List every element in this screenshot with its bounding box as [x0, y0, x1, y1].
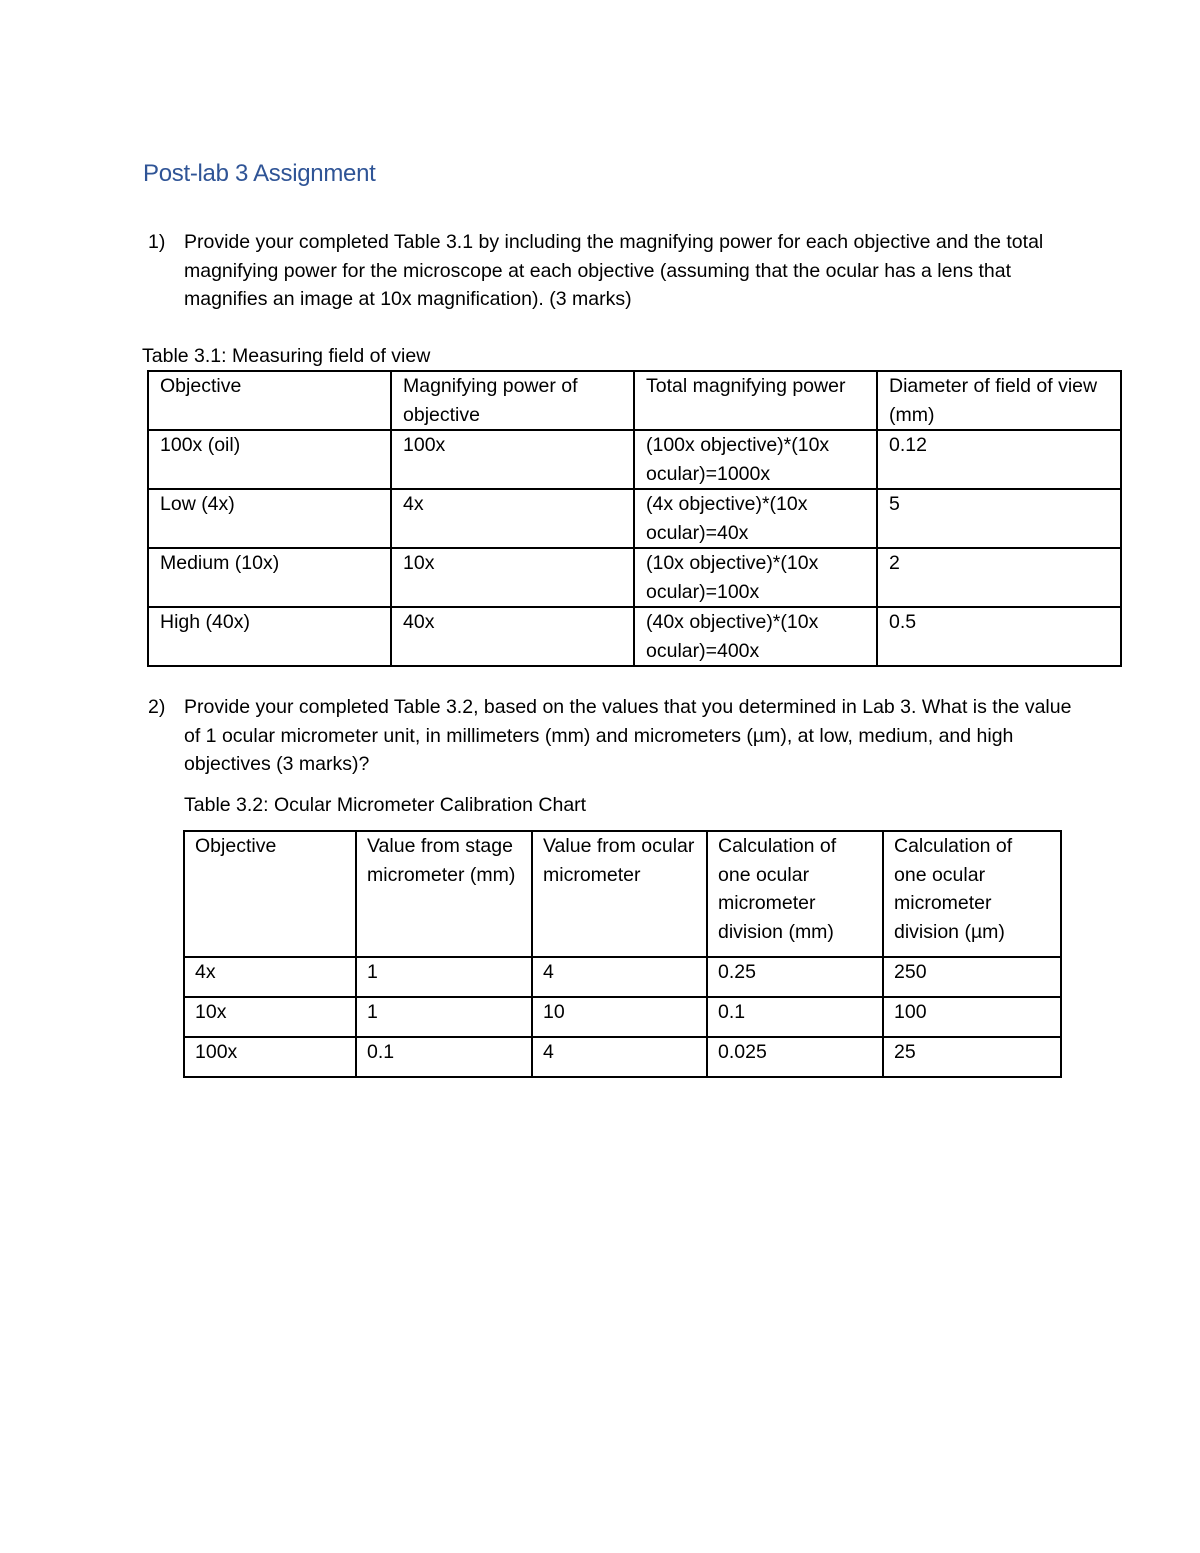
header-cell: Calculation of one ocular micrometer division (µm) [883, 831, 1061, 957]
table-header-row [148, 371, 1121, 430]
table-cell: Medium (10x) [148, 548, 391, 607]
table-cell: 100x [184, 1037, 356, 1077]
table-header-row [184, 831, 1061, 957]
table-cell: (100x objective)*(10x ocular)=1000x [634, 430, 877, 489]
table-cell: 4x [184, 957, 356, 997]
table-cell: 0.1 [707, 997, 883, 1037]
table-cell: (4x objective)*(10x ocular)=40x [634, 489, 877, 548]
table-cell: 10x [391, 548, 634, 607]
header-cell: Calculation of one ocular micrometer division (mm) [707, 831, 883, 957]
table-cell: 25 [883, 1037, 1061, 1077]
table-row [148, 607, 1121, 666]
table-cell: 0.5 [877, 607, 1121, 666]
table-cell: 0.25 [707, 957, 883, 997]
header-cell: Objective [148, 371, 391, 430]
table-cell: 0.025 [707, 1037, 883, 1077]
table-cell: 4x [391, 489, 634, 548]
question-1 [148, 228, 1078, 314]
header-cell: Objective [184, 831, 356, 957]
table-cell: 40x [391, 607, 634, 666]
table-caption: Table 3.2: Ocular Micrometer Calibration Chart [184, 794, 587, 816]
header-cell: Total magnifying power [634, 371, 877, 430]
table-cell: High (40x) [148, 607, 391, 666]
table-cell: 10 [532, 997, 707, 1037]
question-number: 1) [148, 231, 166, 253]
header-cell: Value from ocular micrometer [532, 831, 707, 957]
table-cell: (40x objective)*(10x ocular)=400x [634, 607, 877, 666]
table-row [148, 430, 1121, 489]
table-cell: 100x [391, 430, 634, 489]
table-cell: 10x [184, 997, 356, 1037]
calibration-table [183, 830, 1062, 1078]
header-cell: Value from stage micrometer (mm) [356, 831, 532, 957]
table-cell: 1 [356, 957, 532, 997]
table-row [148, 548, 1121, 607]
table-cell: (10x objective)*(10x ocular)=100x [634, 548, 877, 607]
table-cell: 250 [883, 957, 1061, 997]
table-cell: 2 [877, 548, 1121, 607]
header-cell: Diameter of field of view (mm) [877, 371, 1121, 430]
table-cell: 0.12 [877, 430, 1121, 489]
table-cell: 4 [532, 957, 707, 997]
table-row [184, 1037, 1061, 1077]
table-cell: 0.1 [356, 1037, 532, 1077]
page-title: Post-lab 3 Assignment [143, 160, 376, 187]
table-cell: 100 [883, 997, 1061, 1037]
table-cell: Low (4x) [148, 489, 391, 548]
table-cell: 4 [532, 1037, 707, 1077]
question-2 [148, 693, 1078, 779]
question-number: 2) [148, 696, 166, 718]
table-cell: 5 [877, 489, 1121, 548]
header-cell: Magnifying power of objective [391, 371, 634, 430]
question-text: Provide your completed Table 3.2, based on the values that you determined in Lab 3. What is the value of 1 ocular micrometer unit, in millimeters (mm) and micrometers (µm), at low, medium, and high objectives (3 marks)? [184, 696, 1072, 775]
table-caption: Table 3.1: Measuring field of view [142, 345, 431, 367]
question-text: Provide your completed Table 3.1 by including the magnifying power for each objective and the total magnifying power for the microscope at each objective (assuming that the ocular has a lens that magnifies an image at 10x magnification). (3 marks) [184, 231, 1044, 310]
table-cell: 1 [356, 997, 532, 1037]
table-cell: 100x (oil) [148, 430, 391, 489]
field-of-view-table [147, 370, 1122, 667]
table-row [184, 957, 1061, 997]
table-row [184, 997, 1061, 1037]
table-row [148, 489, 1121, 548]
